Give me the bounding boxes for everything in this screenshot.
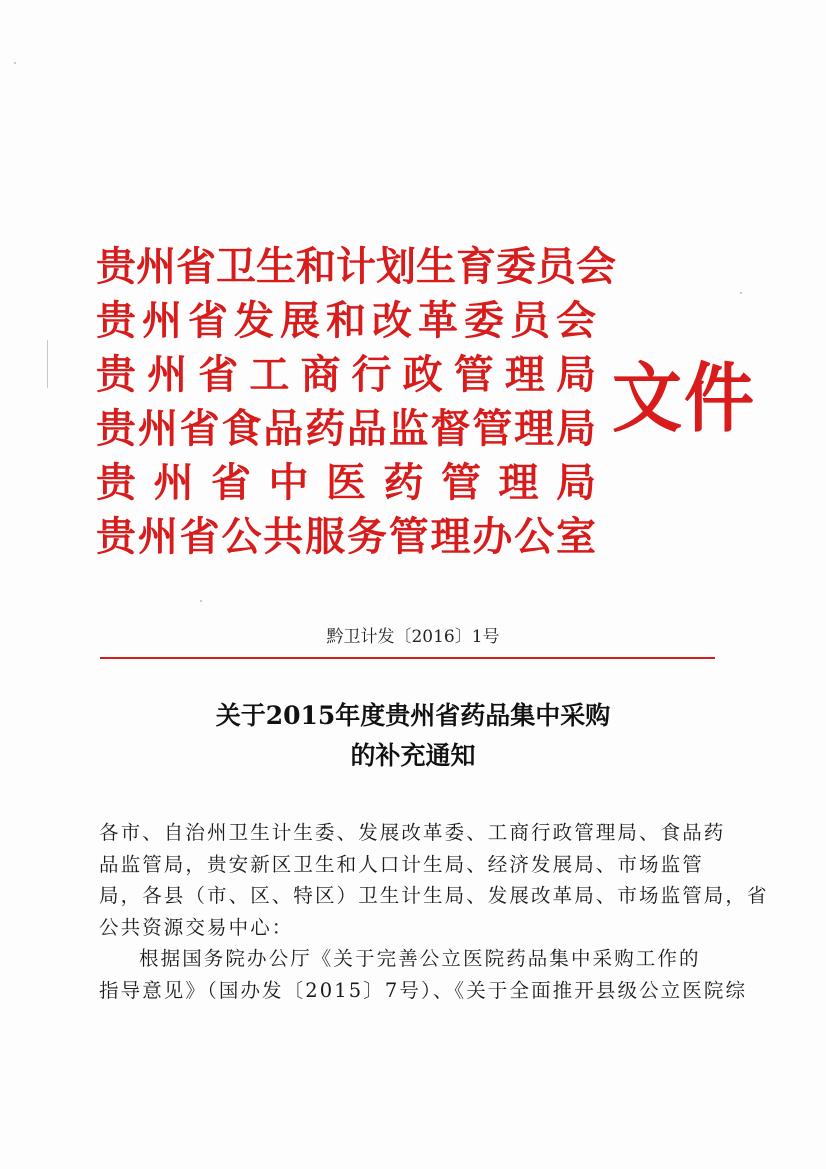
issuer-char: 药 bbox=[383, 459, 424, 506]
issuer-char: 督 bbox=[430, 405, 471, 452]
recipients-line: 各市、自治州卫生计生委、发展改革委、工商行政管理局、食品药 bbox=[99, 821, 726, 844]
issuer-line bbox=[96, 402, 596, 456]
issuer-char: 会 bbox=[556, 297, 596, 344]
issuer-line bbox=[96, 456, 596, 510]
issuer-char: 品 bbox=[346, 405, 387, 452]
issuer-char: 管 bbox=[453, 351, 494, 398]
issuer-char: 和 bbox=[326, 297, 366, 344]
red-separator-rule bbox=[100, 657, 715, 659]
issuer-char: 会 bbox=[576, 243, 616, 290]
issuer-char: 局 bbox=[555, 405, 596, 452]
recipients-line: 局，各县（市、区、特区）卫生计生局、发展改革局、市场监管局，省 bbox=[99, 884, 769, 907]
issuer-line bbox=[96, 348, 596, 402]
issuer-char: 州 bbox=[147, 351, 188, 398]
scan-speck bbox=[200, 600, 202, 602]
issuer-char: 贵 bbox=[96, 459, 136, 506]
issuer-char: 省 bbox=[198, 351, 239, 398]
issuer-char: 理 bbox=[514, 405, 555, 452]
issuer-char: 贵 bbox=[96, 243, 136, 290]
issuer-char: 生 bbox=[416, 243, 456, 290]
issuer-char: 局 bbox=[556, 459, 596, 506]
body-paragraph-line: 根据国务院办公厅《关于完善公立医院药品集中采购工作的 bbox=[139, 947, 701, 970]
issuer-char: 委 bbox=[464, 297, 504, 344]
recipients-line: 公共资源交易中心： bbox=[99, 915, 294, 939]
issuer-char: 贵 bbox=[96, 297, 136, 344]
issuer-char: 公 bbox=[514, 513, 555, 560]
issuer-char: 省 bbox=[211, 459, 251, 506]
title-line-2: 的补充通知 bbox=[350, 741, 476, 770]
issuer-char: 改 bbox=[372, 297, 412, 344]
issuer-char: 药 bbox=[305, 405, 346, 452]
issuer-char: 州 bbox=[137, 405, 178, 452]
issuer-char: 室 bbox=[555, 513, 596, 560]
issuer-char: 共 bbox=[263, 513, 304, 560]
issuer-char: 理 bbox=[504, 351, 545, 398]
issuer-char: 政 bbox=[402, 351, 443, 398]
document-number: 黔卫计发〔2016〕1号 bbox=[326, 627, 500, 647]
issuer-char: 公 bbox=[221, 513, 262, 560]
issuer-line bbox=[96, 294, 596, 348]
issuer-char: 办 bbox=[472, 513, 513, 560]
issuer-char: 管 bbox=[472, 405, 513, 452]
issuer-char: 委 bbox=[496, 243, 536, 290]
issuer-char: 理 bbox=[430, 513, 471, 560]
issuer-char: 服 bbox=[305, 513, 346, 560]
issuer-char: 务 bbox=[346, 513, 387, 560]
issuer-char: 生 bbox=[256, 243, 296, 290]
scan-speck bbox=[14, 62, 16, 64]
issuer-char: 省 bbox=[188, 297, 228, 344]
issuer-char: 医 bbox=[326, 459, 366, 506]
issuer-char: 州 bbox=[153, 459, 194, 506]
issuer-char: 计 bbox=[336, 243, 376, 290]
document-body bbox=[99, 817, 769, 1006]
issuer-char: 员 bbox=[510, 297, 550, 344]
issuer-char: 省 bbox=[176, 243, 216, 290]
issuer-char: 理 bbox=[498, 459, 539, 506]
issuer-char: 商 bbox=[300, 351, 341, 398]
issuer-char: 省 bbox=[179, 405, 220, 452]
issuer-char: 革 bbox=[418, 297, 458, 344]
issuer-char: 展 bbox=[280, 297, 320, 344]
issuer-char: 品 bbox=[263, 405, 304, 452]
issuer-line bbox=[96, 510, 596, 564]
body-paragraph-line: 指导意见》（国办发〔2015〕7号）、《关于全面推开县级公立医院综 bbox=[99, 978, 748, 1002]
recipients-line: 品监管局，贵安新区卫生和人口计生局、经济发展局、市场监管 bbox=[99, 852, 704, 876]
issuer-line bbox=[96, 240, 616, 294]
issuer-char: 州 bbox=[137, 513, 178, 560]
document-title bbox=[0, 696, 826, 776]
issuer-char: 管 bbox=[388, 513, 429, 560]
issuer-char: 卫 bbox=[216, 243, 256, 290]
binding-mark bbox=[47, 340, 48, 388]
issuer-char: 管 bbox=[441, 459, 481, 506]
issuer-char: 中 bbox=[268, 459, 309, 506]
issuer-char: 员 bbox=[536, 243, 576, 290]
scan-speck bbox=[740, 292, 742, 294]
issuer-char: 省 bbox=[179, 513, 220, 560]
issuer-char: 食 bbox=[221, 405, 262, 452]
issuer-char: 育 bbox=[456, 243, 496, 290]
issuer-char: 贵 bbox=[96, 405, 136, 452]
issuing-authorities bbox=[96, 240, 616, 564]
issuer-char: 和 bbox=[296, 243, 336, 290]
issuer-char: 贵 bbox=[96, 351, 136, 398]
issuer-char: 划 bbox=[376, 243, 416, 290]
issuer-char: 州 bbox=[142, 297, 182, 344]
issuer-char: 行 bbox=[351, 351, 392, 398]
issuer-char: 州 bbox=[136, 243, 176, 290]
issuer-char: 贵 bbox=[96, 513, 136, 560]
issuer-char: 发 bbox=[234, 297, 274, 344]
document-mark: 文件 bbox=[612, 353, 756, 443]
issuer-char: 工 bbox=[249, 351, 290, 398]
title-line-1: 关于2015年度贵州省药品集中采购 bbox=[215, 701, 611, 730]
issuer-char: 局 bbox=[555, 351, 596, 398]
issuer-char: 监 bbox=[388, 405, 429, 452]
